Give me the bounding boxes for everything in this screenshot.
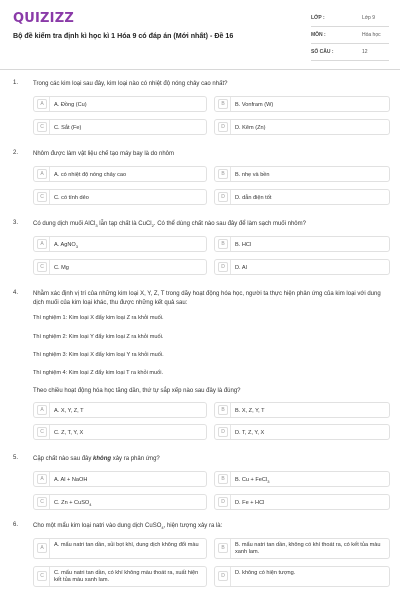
meta-table	[311, 12, 389, 63]
text-part: . Có thể dùng chất nào sau đây để làm sạch muối nhôm?	[153, 221, 306, 227]
text-part: B. Cu + FeCl	[235, 476, 268, 483]
option-letter: D	[218, 497, 228, 507]
emphasis-text: không	[93, 456, 112, 462]
question-text	[33, 522, 390, 532]
experiment-3: Thí nghiệm 3: Kim loại X đẩy kim loại Y ra khỏi muối.	[33, 352, 164, 358]
option-text: A. X, Y, Z, T	[54, 407, 84, 414]
option-letter: C	[37, 427, 47, 437]
option-text: C. mẩu natri tan dần, có khí không màu thoát ra, xuất hiện kết tủa màu xanh lam.	[54, 569, 199, 583]
option-a[interactable]	[33, 236, 207, 252]
header-divider	[0, 69, 400, 70]
experiment-2: Thí nghiệm 2: Kim loại Y đẩy kim loại Z ra khỏi muối.	[33, 334, 164, 340]
option-text	[54, 242, 202, 250]
option-separator	[230, 97, 231, 111]
option-text	[235, 477, 385, 485]
option-letter: A	[37, 169, 47, 179]
option-a[interactable]	[33, 538, 207, 559]
option-separator	[49, 403, 50, 417]
meta-value: 12	[362, 49, 368, 55]
option-text: B. mẩu natri tan dần, không có khí thoát ra, có kết tủa màu xanh lam.	[235, 541, 381, 555]
option-c[interactable]	[33, 259, 207, 275]
option-text: D. T, Z, Y, X	[235, 429, 265, 436]
text-part: Cho một mẩu kim loại natri vào dung dịch CuSO	[33, 523, 162, 529]
meta-row-class	[311, 12, 389, 27]
option-letter: C	[37, 122, 47, 132]
option-text: D. Al	[235, 264, 247, 271]
option-separator	[230, 425, 231, 439]
option-letter: D	[218, 122, 228, 132]
option-c[interactable]	[33, 566, 207, 587]
text-part: lẫn tạp chất là CuCl	[97, 221, 152, 227]
option-separator	[49, 567, 50, 586]
quizizz-logo: QUIZIZZ	[13, 11, 74, 26]
text-part: xảy ra phản ứng?	[111, 456, 160, 462]
question-text	[33, 455, 390, 464]
question-number: 2.	[13, 150, 19, 156]
option-text: D. Fe + HCl	[235, 499, 265, 506]
option-text: B. nhẹ và bền	[235, 171, 270, 178]
option-b[interactable]	[214, 402, 390, 418]
question-number: 6.	[13, 522, 19, 528]
document-header	[0, 0, 400, 68]
option-letter: C	[37, 262, 47, 272]
option-letter: A	[37, 239, 47, 249]
meta-row-count	[311, 46, 389, 61]
option-separator	[49, 472, 50, 486]
option-letter: A	[37, 405, 47, 415]
option-letter: D	[218, 262, 228, 272]
subscript: 3	[75, 243, 78, 249]
option-c[interactable]	[33, 189, 207, 205]
option-text: A. có nhiệt độ nóng chảy cao	[54, 171, 127, 178]
option-b[interactable]	[214, 471, 390, 487]
option-separator	[49, 120, 50, 134]
option-separator	[49, 425, 50, 439]
option-separator	[49, 495, 50, 509]
subscript: 4	[89, 501, 92, 507]
option-separator	[230, 260, 231, 274]
question-text	[33, 220, 390, 230]
meta-row-subject	[311, 29, 389, 44]
option-letter: C	[37, 192, 47, 202]
question-number: 3.	[13, 220, 19, 226]
option-letter: B	[218, 474, 228, 484]
option-letter: D	[218, 192, 228, 202]
option-letter: A	[37, 543, 47, 553]
meta-value: Lớp 9	[362, 15, 376, 21]
meta-label: SỐ CÂU :	[311, 49, 334, 55]
text-part: Có dung dịch muối AlCl	[33, 221, 96, 227]
question-text: Trong các kim loại sau đây, kim loại nào có nhiệt độ nóng chảy cao nhất?	[33, 81, 228, 87]
option-letter: B	[218, 169, 228, 179]
option-letter: D	[218, 427, 228, 437]
meta-value: Hóa học	[362, 32, 381, 38]
subscript: 2	[151, 223, 154, 229]
text-part: , hiện tượng xảy ra là:	[163, 523, 223, 529]
text-part: C. Zn + CuSO	[54, 499, 90, 506]
option-text: D. không có hiện tượng.	[235, 569, 296, 576]
option-letter: B	[218, 543, 228, 553]
option-text	[54, 500, 202, 508]
question-text: Nhôm được làm vật liệu chế tạo máy bay là do nhôm	[33, 151, 175, 157]
option-text: D. Kẽm (Zn)	[235, 124, 266, 131]
option-separator	[230, 167, 231, 181]
option-letter: C	[37, 571, 47, 581]
text-part: A. AgNO	[54, 241, 76, 248]
meta-label: LỚP :	[311, 15, 325, 21]
option-separator	[230, 495, 231, 509]
question-number: 1.	[13, 80, 19, 86]
option-separator	[230, 237, 231, 251]
option-separator	[230, 567, 231, 586]
option-c[interactable]	[33, 424, 207, 440]
subscript: 4	[161, 525, 164, 531]
option-d[interactable]	[214, 119, 390, 135]
option-separator	[230, 120, 231, 134]
option-letter: D	[218, 571, 228, 581]
option-letter: C	[37, 497, 47, 507]
option-b[interactable]	[214, 96, 390, 112]
option-text: C. có tính dẻo	[54, 194, 89, 201]
option-separator	[49, 237, 50, 251]
text-part: Cặp chất nào sau đây	[33, 456, 94, 462]
subscript: 3	[95, 223, 98, 229]
option-text: D. dẫn điện tốt	[235, 194, 272, 201]
option-b[interactable]	[214, 236, 390, 252]
option-b[interactable]	[214, 538, 390, 559]
document-title: Bộ đề kiểm tra định kì học kì 1 Hóa 9 có đáp án (Mới nhất) - Đề 16	[13, 32, 234, 40]
option-text: B. HCl	[235, 241, 252, 248]
option-separator	[49, 97, 50, 111]
option-letter: B	[218, 405, 228, 415]
option-c[interactable]	[33, 119, 207, 135]
option-letter: A	[37, 474, 47, 484]
option-d[interactable]	[214, 494, 390, 510]
option-d[interactable]	[214, 259, 390, 275]
option-text: A. Al + NaOH	[54, 476, 88, 483]
option-c[interactable]	[33, 494, 207, 510]
option-separator	[230, 472, 231, 486]
option-letter: B	[218, 99, 228, 109]
option-d[interactable]	[214, 566, 390, 587]
option-separator	[49, 167, 50, 181]
question-text: Nhằm xác định vị trí của những kim loại X, Y, Z, T trong dãy hoạt động hóa học, người ta thực hiện phản ứng của kim loại với dung dịch muối của kim loại khác, thu được những kết quả sau:	[33, 291, 381, 306]
experiment-1: Thí nghiệm 1: Kim loại X đẩy kim loại Z ra khỏi muối.	[33, 315, 164, 321]
option-a[interactable]	[33, 471, 207, 487]
option-letter: A	[37, 99, 47, 109]
option-b[interactable]	[214, 166, 390, 182]
question-number: 4.	[13, 290, 19, 296]
option-text: A. mẩu natri tan dần, sủi bọt khí, dung dịch không đổi màu	[54, 541, 199, 548]
question-number: 5.	[13, 455, 19, 461]
option-text: B. X, Z, Y, T	[235, 407, 265, 414]
option-letter: B	[218, 239, 228, 249]
option-text: A. Đồng (Cu)	[54, 101, 87, 108]
option-d[interactable]	[214, 189, 390, 205]
option-text: C. Sắt (Fe)	[54, 124, 82, 131]
subscript: 3	[267, 478, 270, 484]
option-text: C. Mg	[54, 264, 69, 271]
option-separator	[230, 539, 231, 558]
option-a[interactable]	[33, 96, 207, 112]
option-separator	[49, 190, 50, 204]
option-separator	[230, 403, 231, 417]
option-a[interactable]	[33, 402, 207, 418]
option-text: B. Vonfram (W)	[235, 101, 274, 108]
meta-label: MÔN :	[311, 32, 326, 38]
option-d[interactable]	[214, 424, 390, 440]
option-separator	[230, 190, 231, 204]
question-lead: Theo chiều hoạt động hóa học tăng dần, thứ tự sắp xếp nào sau đây là đúng?	[33, 388, 241, 394]
option-separator	[49, 539, 50, 558]
option-a[interactable]	[33, 166, 207, 182]
experiment-4: Thí nghiệm 4: Kim loại Z đẩy kim loại T ra khỏi muối.	[33, 370, 164, 376]
option-text: C. Z, T, Y, X	[54, 429, 84, 436]
option-separator	[49, 260, 50, 274]
